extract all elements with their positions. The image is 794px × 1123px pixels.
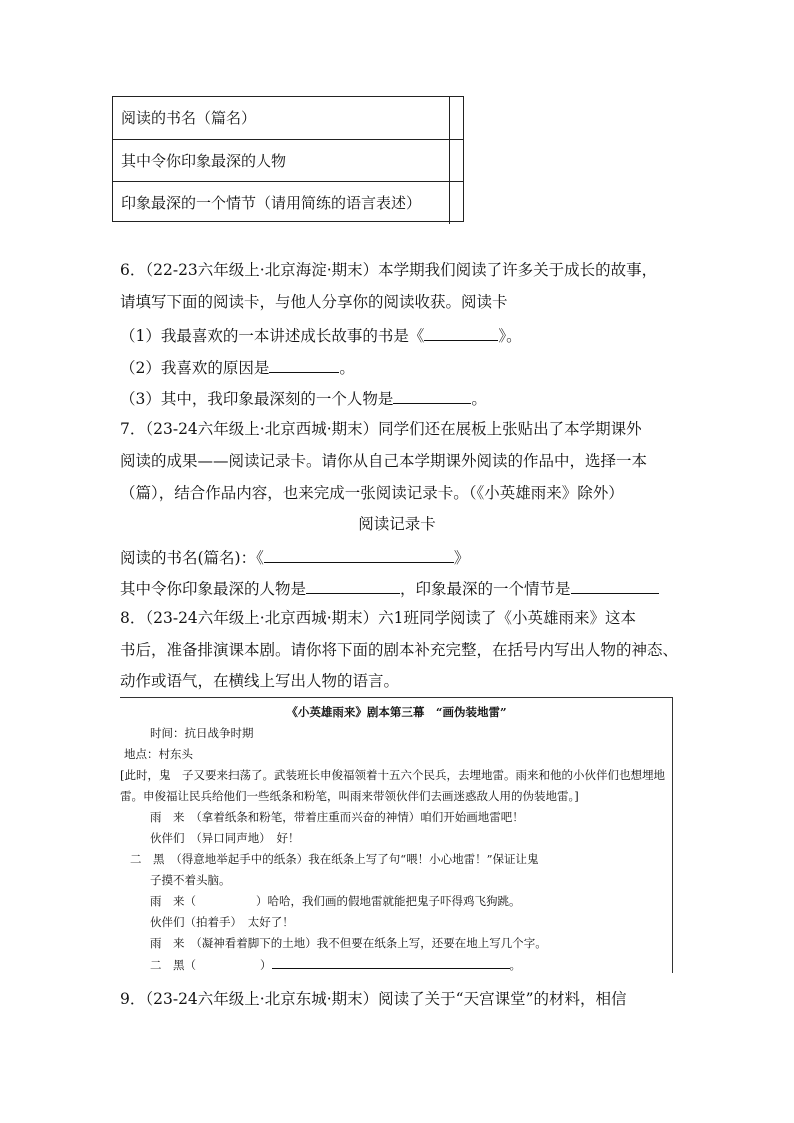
table-label: 阅读的书名（篇名） — [121, 109, 257, 127]
answer-cell[interactable] — [449, 140, 463, 182]
script-line: 雨 来 （拿着纸条和粉笔，带着庄重而兴奋的神情）咱们开始画地雷吧！ — [150, 810, 524, 824]
answer-blank[interactable] — [269, 355, 339, 373]
q6-item1-prompt: （1）我最喜欢的一本讲述成长故事的书是《 — [120, 327, 425, 345]
q6-item1 — [120, 323, 522, 347]
answer-blank[interactable] — [393, 386, 471, 404]
plot-prompt: ，印象最深的一个情节是 — [400, 580, 571, 598]
character-prompt: 其中令你印象最深的人物是 — [120, 580, 307, 598]
q6-item2-suffix: 。 — [339, 359, 355, 377]
q8-line2: 书后，准备排演课本剧。请你将下面的剧本补充完整，在括号内写出人物的神态、 — [120, 641, 679, 659]
q8-line3: 动作或语气，在横线上写出人物的语言。 — [120, 672, 400, 690]
answer-cell[interactable] — [449, 182, 463, 224]
script-time: 时间：抗日战争时期 — [150, 726, 254, 740]
speaker-yulai: 雨 来（ — [150, 894, 196, 908]
q6-item3-suffix: 。 — [471, 390, 487, 408]
character-blank[interactable] — [306, 576, 400, 594]
plot-blank[interactable] — [571, 576, 659, 594]
script-excerpt — [120, 697, 673, 973]
table-row — [113, 139, 463, 181]
script-line: 伙伴们（拍着手） 太好了！ — [150, 915, 294, 929]
q6-line1: 6．（22-23六年级上·北京海淀·期末）本学期我们阅读了许多关于成长的故事， — [120, 261, 658, 279]
script-line: 子摸不着头脑。 — [150, 873, 231, 887]
q7-character-field — [120, 576, 659, 600]
table-row — [113, 181, 463, 223]
q8-line1: 8．（23-24六年级上·北京西城·期末）六1班同学阅读了《小英雄雨来》这本 — [120, 609, 637, 627]
script-line: 雨 来 （凝神看着脚下的土地）我不但要在纸条上写，还要在地上写几个字。 — [150, 936, 547, 950]
script-line — [150, 893, 521, 909]
table-row — [113, 97, 463, 139]
q6-item3-prompt: （3）其中，我印象最深刻的一个人物是 — [120, 390, 394, 408]
book-blank[interactable] — [264, 545, 454, 563]
reading-table — [112, 96, 464, 222]
book-suffix: 》 — [453, 549, 470, 567]
table-label: 印象最深的一个情节（请用简练的语言表述） — [121, 194, 422, 212]
script-title: 《小英雄雨来》剧本第三幕 “画伪装地雷” — [286, 705, 507, 719]
q7-book-field — [120, 545, 469, 569]
q6-item3 — [120, 386, 487, 410]
q7-line2: 阅读的成果——阅读记录卡。请你从自己本学期课外阅读的作品中，选择一本 — [120, 452, 648, 470]
q6-item1-suffix: 》。 — [498, 327, 522, 345]
script-line-text: ）哈哈，我们画的假地雷就能把鬼子吓得鸡飞狗跳。 — [256, 894, 521, 908]
script-line-end: 。 — [509, 958, 521, 972]
table-label: 其中令你印象最深的人物 — [121, 152, 287, 170]
q9-line1: 9．（23-24六年级上·北京东城·期末）阅读了关于“天宫课堂”的材料，相信 — [120, 990, 627, 1008]
q6-item2 — [120, 355, 355, 379]
script-place: 地点：村东头 — [124, 747, 193, 761]
q6-item2-prompt: （2）我喜欢的原因是 — [120, 359, 270, 377]
answer-blank[interactable] — [424, 323, 498, 341]
answer-cell[interactable] — [449, 97, 463, 139]
stage-direction-2: 雷。申俊福让民兵给他们一些纸条和粉笔，叫雨来带领伙伴们去画迷惑敌人用的伪装地雷。] — [120, 789, 579, 803]
stage-direction-1: [此时，鬼 子又要来扫荡了。武装班长申俊福领着十五六个民兵，去埋地雷。雨来和他的小伙伴们也想埋地 — [120, 768, 665, 782]
speaker-erhei: 二 黑（ — [150, 958, 196, 972]
q7-line3: （篇），结合作品内容，也来完成一张阅读记录卡。（《小英雄雨来》除外） — [120, 484, 624, 502]
card-title: 阅读记录卡 — [358, 515, 436, 533]
book-prompt: 阅读的书名(篇名)：《 — [120, 549, 264, 567]
q6-line2: 请填写下面的阅读卡，与他人分享你的阅读收获。阅读卡 — [120, 293, 508, 311]
script-line: 伙伴们 （异口同声地） 好！ — [150, 831, 300, 845]
q7-line1: 7．（23-24六年级上·北京西城·期末）同学们还在展板上张贴出了本学期课外 — [120, 420, 642, 438]
script-line: 二 黑 （得意地举起手中的纸条）我在纸条上写了句“喂！小心地雷！”保证让鬼 — [130, 852, 539, 866]
dialogue-blank[interactable] — [272, 956, 510, 969]
paren-close: ） — [260, 958, 272, 972]
script-line — [150, 956, 521, 973]
